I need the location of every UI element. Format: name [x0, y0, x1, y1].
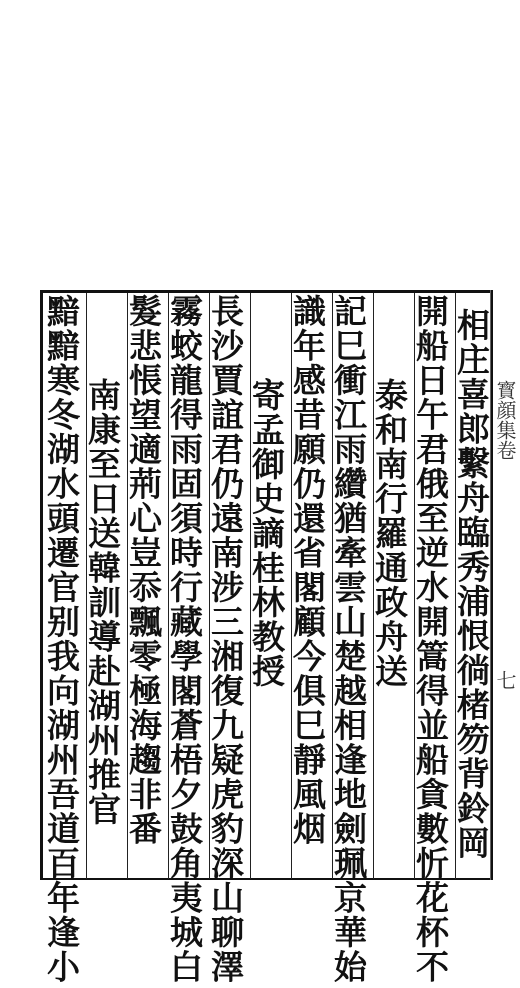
fold-title: 寳顔集卷 [493, 380, 517, 460]
text-column-2: 開船日午君俄至逆水開篙得並船貪數忻花杯不 [411, 294, 450, 984]
text-column-10: 南康至日送韓訓導赴湖州推官 [83, 378, 122, 827]
fold-page-number: 七 [493, 670, 517, 690]
text-column-8: 霧蛟龍得雨固須時行藏學閣蒼梧夕鼓角夷城白 [165, 294, 204, 984]
text-column-1: 相庄喜郎繫舟臨秀浦恨徜楮笏背鈴岡 [452, 308, 491, 860]
text-column-6: 寄孟御史謫桂林教授 [247, 378, 286, 689]
text-column-9: 髮悲悵望適荊心豈忝飄零極海趨非番 [124, 294, 163, 846]
fold-margin [490, 290, 520, 880]
text-column-4: 記巳衝江雨纘猶牽雲山楚越相逢地劍珮京華始 [329, 294, 368, 984]
text-column-3: 泰和南行羅通政舟送 [370, 378, 409, 689]
text-column-7: 長沙賈誼君仍遠南涉三湘復九疑虎豹深山聊澤 [206, 294, 245, 984]
text-column-11: 黯黯寒冬湖水頭遷官别我向湖州吾道百年逢小 [42, 294, 81, 984]
text-column-5: 識年感昔願仍還省閣顧今俱巳靜風烟 [288, 294, 327, 846]
